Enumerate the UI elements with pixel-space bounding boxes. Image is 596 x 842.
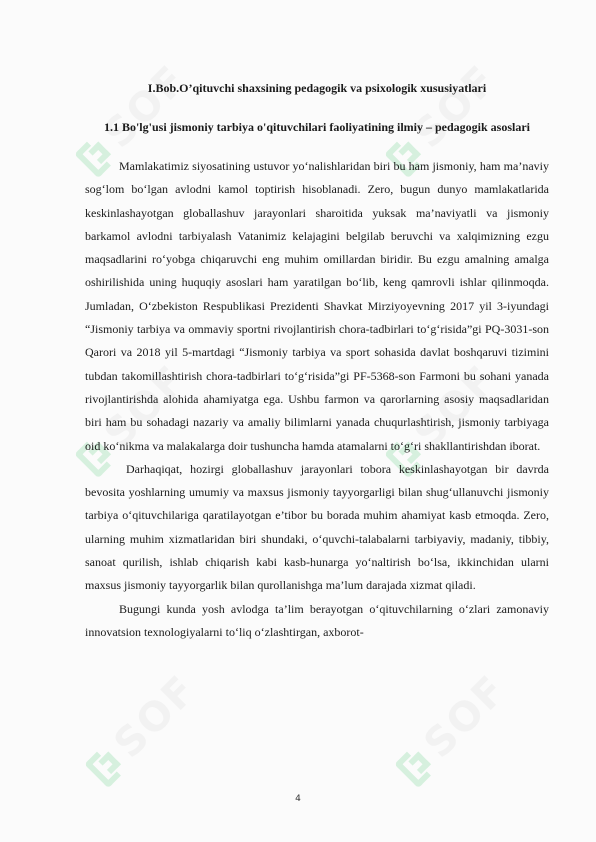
page-content [85, 78, 549, 644]
watermark-mark-icon [394, 744, 438, 788]
paragraph: Darhaqiqat, hozirgi globallashuv jarayonlari tobora keskinlashayotgan bir davrda bevosita yoshlarning umumiy va maxsus jismoniy tayyorgarligi bilan shug‘ullanuvchi jismoniy tarbiya o‘qituvchilariga qaratilayotgan e’tibor bu borada muhim ahamiyat kasb etmoqda. Zero, ularning muhim xizmatlaridan biri shundaki, o‘quvchi-talabalarni tarbiyaviy, madaniy, tibbiy, sanoat qurilish, ishlab chiqarish kabi kasb-hunarga yo‘naltirish bo‘lsa, ikkinchidan ularni maxsus jismoniy tayyorgarlik bilan qurollanishga ma’lum darajada xizmat qiladi. [85, 461, 549, 593]
section-title: 1.1 Bo'lg'usi jismoniy tarbiya o'qituvchilari faoliyatining ilmiy – pedagogik asoslari [103, 120, 531, 134]
watermark-text: SOF [405, 56, 506, 158]
paragraph: Mamlakatimiz siyosatining ustuvor yo‘nalishlaridan biri bu ham jismoniy, ham ma’naviy sog‘lom bo‘lgan avlodni kamol toptirish hisoblanadi. Zero, bugun dunyo mamlakatlarida keskinlashayotgan globallashuv jarayonlari sharoitida yuksak ma’naviyatli va jismoniy barkamol avlodni tarbiyalash Vatanimiz kelajagini belgilab beruvchi va xalqimizning ezgu maqsadlarini ro‘yobga chiqaruvchi eng muhim omillardan biridir. Bu ezgu amalning amalga oshirilishida uning huquqiy asoslari ham yaratilgan bo‘lib, keng qamrovli ishlar qilinmoqda. Jumladan, O‘zbekiston Respublikasi Prezidenti Shavkat Mirziyoyevning 2017 yil 3-iyundagi “Jismoniy tarbiya va ommaviy sportni rivojlantirish chora-tadbirlari to‘g‘risida”gi PQ-3031-son Qarori va 2018 yil 5-martdagi “Jismoniy tarbiya va sport sohasida davlat boshqaruvi tizimini tubdan takomillashtirish chora-tadbirlari to‘g‘risida”gi PF-5368-son Farmoni bu sohani yanada rivojlantirishda alohida ahamiyatga ega. Ushbu farmon va qarorlarning asosiy maqsadlaridan biri ham bu sohadagi nazariy va amaliy bilimlarni yanada chuqurlashtirish, jismoniy tarbiyaga oid ko‘nikma va malakalarga doir tushuncha hamda atamalarni to‘g‘ri shakllantirishdan iborat. [85, 159, 549, 453]
watermark-text: SOF [105, 666, 206, 768]
watermark-text: SOF [95, 56, 196, 158]
chapter-title: I.Bob.O’qituvchi shaxsining pedagogik va psixologik xususiyatlari [147, 81, 487, 95]
watermark-text: SOF [415, 666, 516, 768]
page-number: 4 [295, 794, 301, 804]
watermark-logo [390, 667, 516, 793]
watermark-mark-icon [84, 744, 128, 788]
watermark-text: SOF [405, 356, 506, 458]
watermark-logo [80, 667, 206, 793]
watermark-text: SOF [95, 356, 196, 458]
paragraph: Bugungi kunda yosh avlodga ta’lim berayotgan o‘qituvchilarning o‘zlari zamonaviy innovatsion texnologiyalarni to‘liq o‘zlashtirgan, axborot- [85, 601, 549, 639]
